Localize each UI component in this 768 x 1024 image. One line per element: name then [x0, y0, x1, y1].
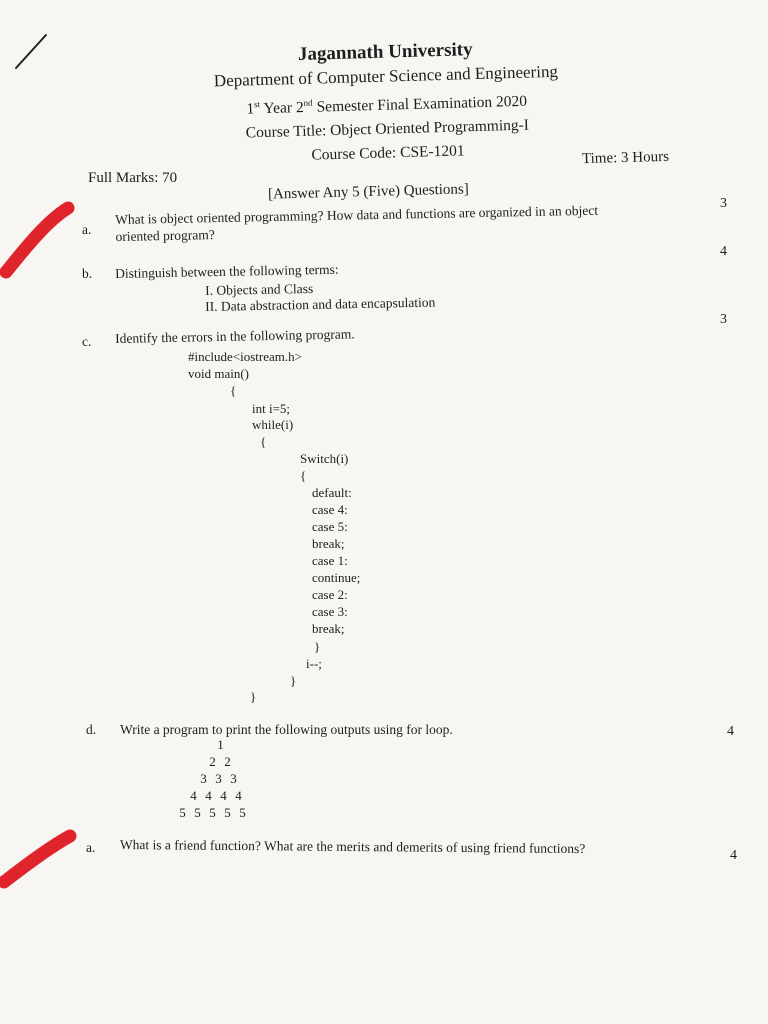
- question-marks: 3: [720, 196, 727, 211]
- code-line: case 1:: [312, 553, 348, 568]
- code-line: case 5:: [312, 519, 348, 534]
- question-marks: 4: [727, 724, 734, 739]
- pattern-row: 4 4 4 4: [190, 788, 242, 803]
- question-marks: 4: [730, 848, 737, 863]
- code-line: {: [300, 468, 307, 483]
- question-label: b.: [82, 266, 93, 281]
- exam-header: [190, 35, 583, 171]
- pattern-row: 5 5 5 5 5: [179, 805, 246, 820]
- code-line: int i=5;: [252, 401, 291, 416]
- question-label: c.: [82, 334, 92, 349]
- department-name: Department of Computer Science and Engineering: [213, 61, 559, 91]
- exam-title: 1st Year 2nd Semester Final Examination 2020: [246, 92, 528, 118]
- question-text: What is object oriented programming? How data and functions are organized in an object oriented program?: [115, 202, 599, 244]
- code-line: break;: [312, 621, 345, 636]
- code-line: break;: [312, 536, 345, 551]
- pattern-row: 1: [217, 737, 224, 752]
- pattern-row: 3 3 3: [200, 771, 237, 786]
- question-label: a.: [82, 222, 92, 237]
- question-label: d.: [86, 722, 97, 737]
- code-line: }: [314, 639, 321, 654]
- code-line: default:: [312, 485, 352, 500]
- course-title: Course Title: Object Oriented Programming-I: [245, 116, 530, 142]
- code-line: {: [230, 383, 237, 398]
- full-marks: Full Marks: 70: [88, 170, 178, 186]
- code-line: i--;: [306, 656, 322, 671]
- course-code: Course Code: CSE-1201: [311, 142, 465, 164]
- code-line: Switch(i): [300, 451, 349, 466]
- code-line: {: [260, 434, 267, 449]
- code-line: }: [250, 689, 257, 704]
- code-line: while(i): [252, 417, 294, 432]
- code-line: #include<iostream.h>: [188, 349, 302, 364]
- question-text: Identify the errors in the following program.: [115, 326, 355, 346]
- question-subitem: I. Objects and Class: [205, 280, 314, 298]
- pattern-row: 2 2: [209, 754, 231, 769]
- highlighter-stroke-2: [4, 836, 70, 882]
- code-line: case 3:: [312, 604, 348, 619]
- question-subitem: II. Data abstraction and data encapsulation: [205, 294, 436, 314]
- highlighter-stroke-1: [6, 208, 68, 272]
- code-line: void main(): [188, 366, 250, 381]
- question-marks: 3: [720, 312, 727, 327]
- question-marks: 4: [720, 244, 727, 259]
- code-line: continue;: [312, 570, 361, 585]
- pen-tick-mark: [16, 35, 46, 68]
- question-text: Write a program to print the following outputs using for loop.: [120, 722, 453, 737]
- question-text: What is a friend function? What are the merits and demerits of using friend functions?: [119, 836, 586, 857]
- question-text: Distinguish between the following terms:: [115, 261, 339, 281]
- code-line: case 4:: [312, 502, 348, 517]
- question-label: a.: [86, 840, 96, 855]
- code-line: }: [290, 673, 297, 688]
- exam-time: Time: 3 Hours: [581, 148, 670, 168]
- answer-instruction: [Answer Any 5 (Five) Questions]: [267, 181, 469, 203]
- code-line: case 2:: [312, 587, 348, 602]
- university-name: Jagannath University: [297, 39, 473, 65]
